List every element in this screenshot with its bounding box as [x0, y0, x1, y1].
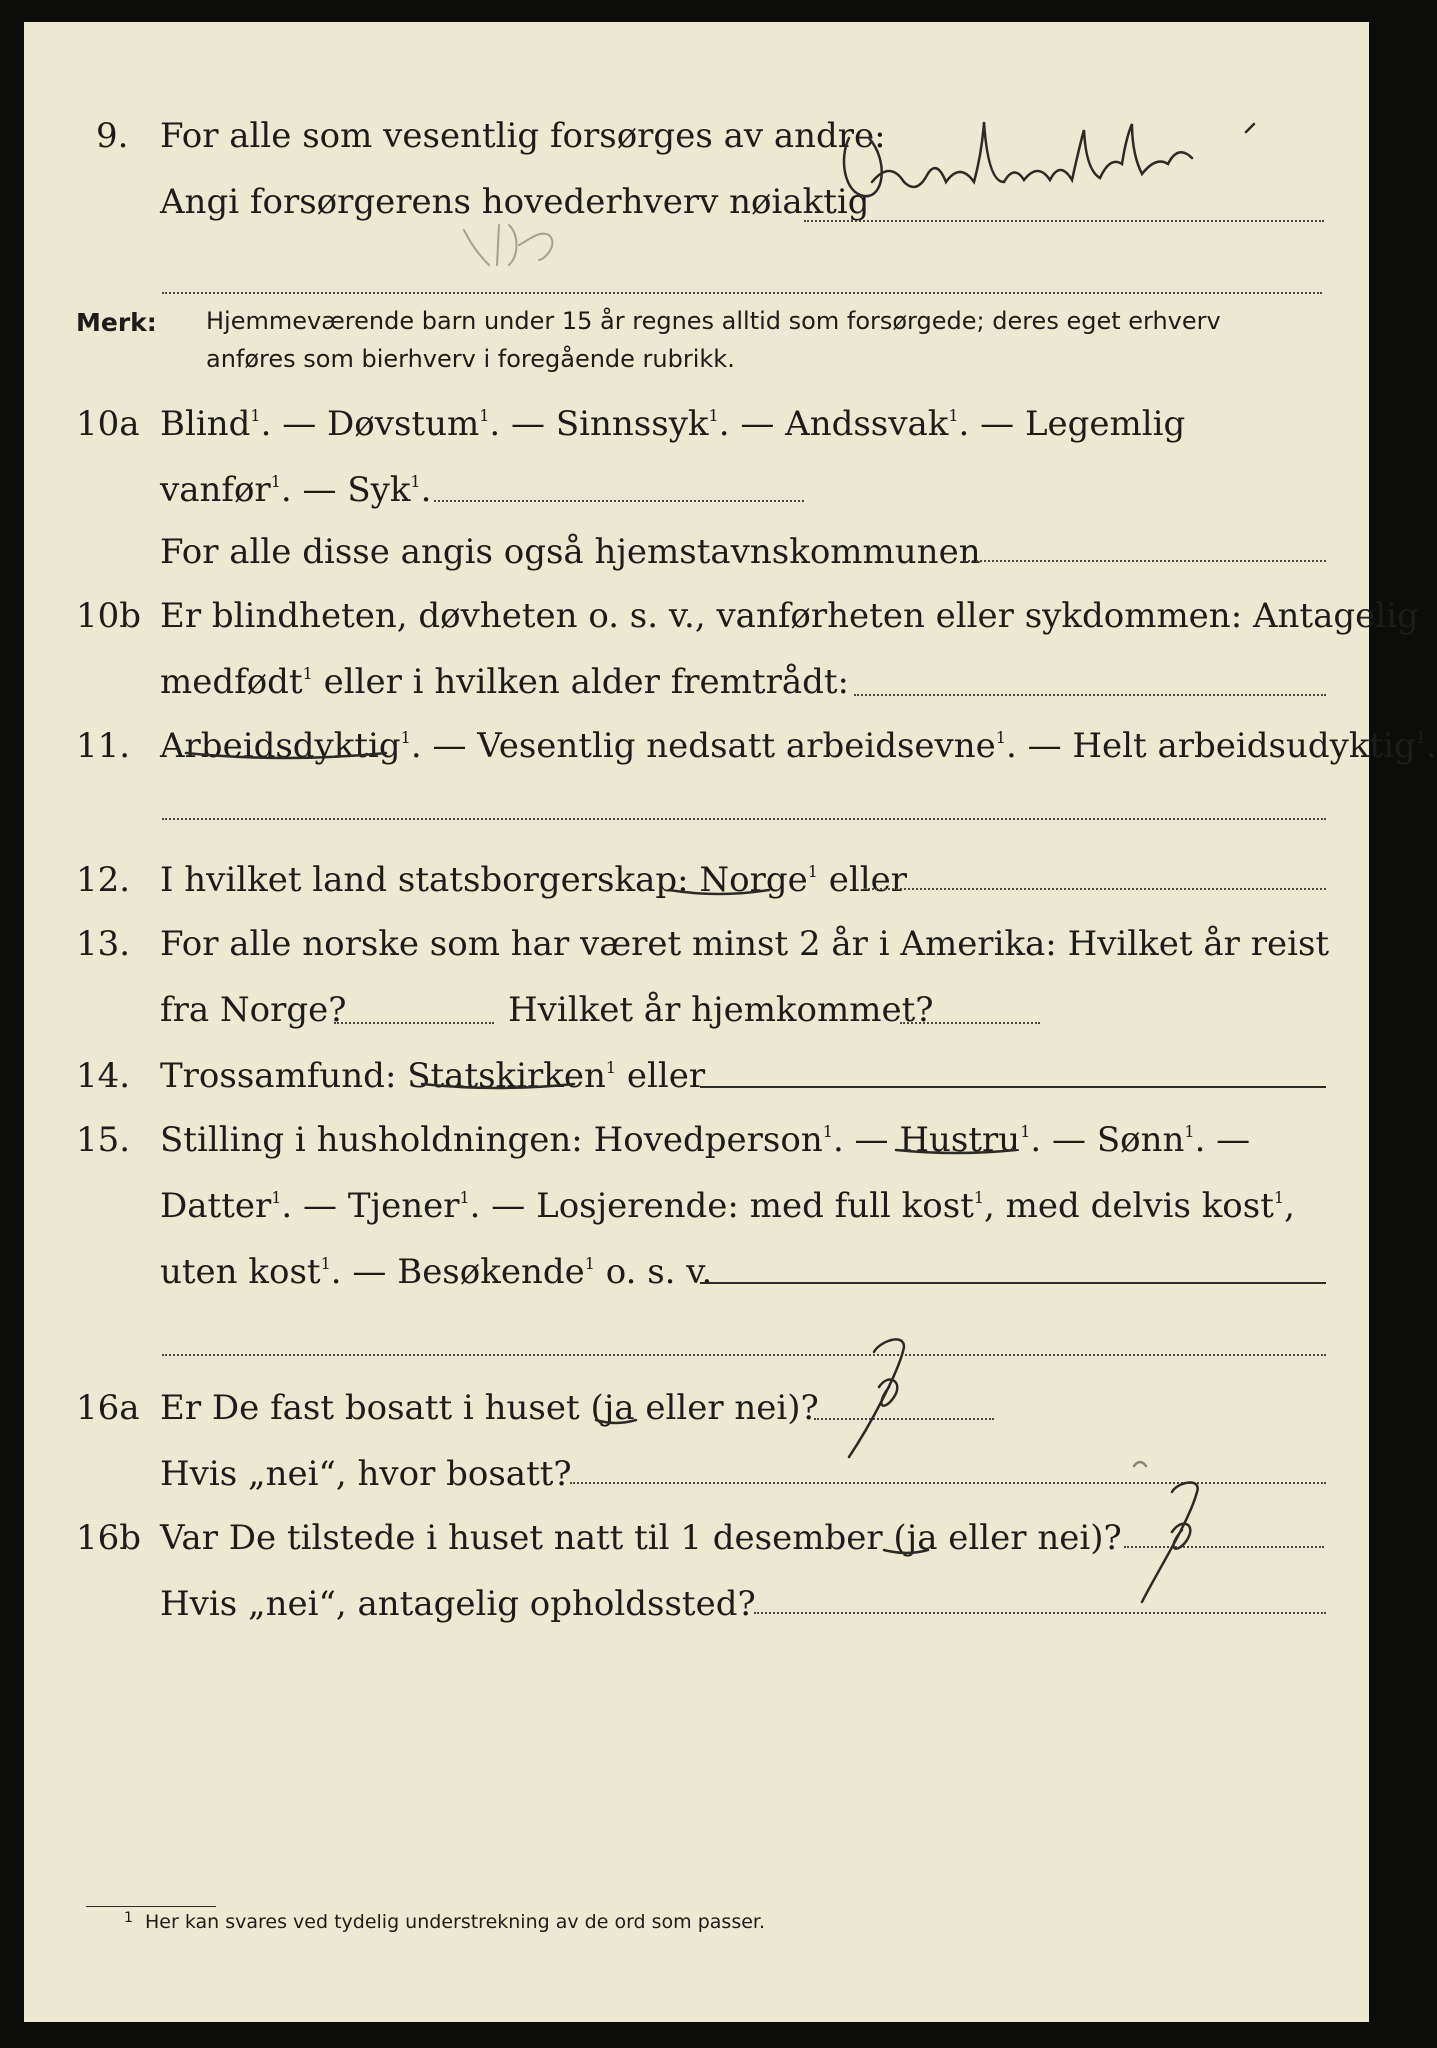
q15-number: 15. — [76, 1120, 131, 1160]
q13-number: 13. — [76, 924, 131, 964]
q12-number: 12. — [76, 860, 131, 900]
q16b-line1: Var De tilstede i huset natt til 1 desember (ja eller nei)? — [160, 1518, 1122, 1558]
q13-line2a: fra Norge? — [160, 990, 347, 1030]
census-form-page — [24, 22, 1437, 2022]
q16b-number: 16b — [76, 1518, 142, 1558]
footnote-rule — [86, 1906, 216, 1907]
q16a-line2: Hvis „nei“, hvor bosatt? — [160, 1454, 572, 1494]
q9-answer-line — [804, 220, 1324, 222]
merk-line2: anføres som bierhverv i foregående rubrikk. — [206, 345, 735, 373]
q15-answer-line-2 — [162, 1354, 1326, 1356]
q10a-line1: Blind$^1$. — Døvstum$^1$. — Sinnssyk$^1$. — Andssvak$^1$. — Legemlig — [160, 404, 1186, 444]
q11-answer-line — [162, 818, 1326, 820]
q15-line1: Stilling i husholdningen: Hovedperson$^1$. — Hustru$^1$. — Sønn$^1$. — — [160, 1120, 1251, 1160]
pencil-mark — [464, 225, 552, 265]
q13-line1: For alle norske som har været minst 2 år i Amerika: Hvilket år reist — [160, 924, 1330, 964]
q9-line1: For alle som vesentlig forsørges av andre: — [160, 116, 886, 156]
q11-number: 11. — [76, 726, 131, 766]
q14-answer-line — [700, 1086, 1326, 1088]
q16a-answer-line-2 — [570, 1482, 1326, 1484]
q10b-answer-line — [854, 694, 1326, 696]
q13-answer-line-1 — [334, 1022, 494, 1024]
q10b-number: 10b — [76, 596, 142, 636]
merk-label: Merk: — [76, 308, 157, 337]
q10a-line3: For alle disse angis også hjemstavnskommunen — [160, 532, 981, 572]
q10b-line2: medfødt$^1$ eller i hvilken alder fremtrådt: — [160, 662, 849, 702]
q15-line3: uten kost$^1$. — Besøkende$^1$ o. s. v. — [160, 1252, 713, 1292]
footnote: $^1$ Her kan svares ved tydelig understrekning av de ord som passer. — [124, 1910, 766, 1933]
q13-line2b: Hvilket år hjemkommet? — [508, 990, 934, 1030]
q9-line2: Angi forsørgerens hovederhverv nøiaktig — [160, 182, 870, 222]
q10a-line2: vanfør$^1$. — Syk$^1$. — [160, 470, 432, 510]
q16b-answer-line-2 — [754, 1612, 1326, 1614]
q16b-answer-line — [1124, 1546, 1324, 1548]
q16a-number: 16a — [76, 1388, 140, 1428]
handwriting-ja-16b — [1142, 1483, 1198, 1602]
q10a-answer-line — [434, 500, 804, 502]
q11-line1: Arbeidsdyktig$^1$. — Vesentlig nedsatt arbeidsevne$^1$. — Helt arbeidsudyktig$^1$. — [160, 726, 1437, 766]
q14-line1: Trossamfund: Statskirken$^1$ eller — [160, 1056, 706, 1096]
q9-number: 9. — [96, 116, 129, 156]
q12-line1: I hvilket land statsborgerskap: Norge$^1$ eller — [160, 860, 907, 900]
q10a-answer-line-2 — [964, 560, 1326, 562]
handwriting-ja-16a — [849, 1339, 904, 1457]
q13-answer-line-2 — [900, 1022, 1040, 1024]
q16b-line2: Hvis „nei“, antagelig opholdssted? — [160, 1584, 756, 1624]
q10a-number: 10a — [76, 404, 140, 444]
q15-answer-line — [700, 1282, 1326, 1284]
q12-answer-line — [864, 888, 1326, 890]
q9-answer-line-2 — [162, 292, 1322, 294]
q15-line2: Datter$^1$. — Tjener$^1$. — Losjerende: med full kost$^1$, med delvis kost$^1$, — [160, 1186, 1295, 1226]
merk-line1: Hjemmeværende barn under 15 år regnes alltid som forsørgede; deres eget erhverv — [206, 307, 1221, 335]
q16a-line1: Er De fast bosatt i huset (ja eller nei)? — [160, 1388, 819, 1428]
q16a-answer-line — [814, 1418, 994, 1420]
q14-number: 14. — [76, 1056, 131, 1096]
q10b-line1: Er blindheten, døvheten o. s. v., vanførheten eller sykdommen: Antagelig — [160, 596, 1419, 636]
